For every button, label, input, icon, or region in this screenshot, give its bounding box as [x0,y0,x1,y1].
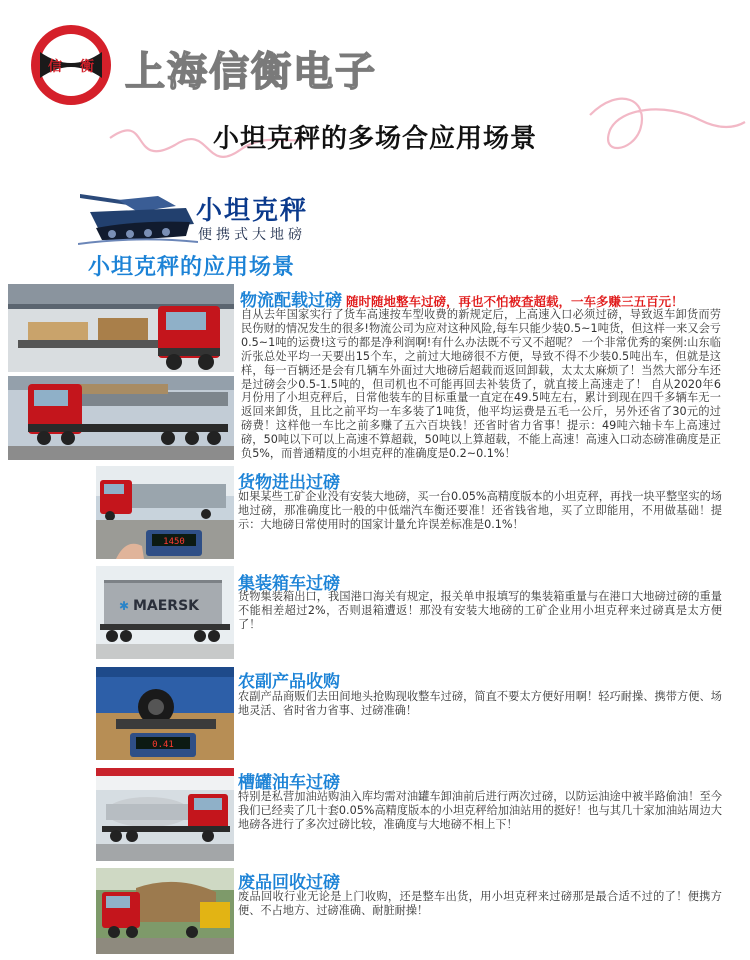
scene-photo-container [96,566,234,659]
svg-text:✱: ✱ [118,599,130,613]
scene-photo-goods [96,466,234,559]
scene-title-goods: 货物进出过磅 [238,473,340,493]
container-brand-text: MAERSK [132,598,200,614]
scale-display-reading: 1450 [163,537,185,547]
product-subtitle: 便携式大地磅 [198,227,306,243]
scene-title-tanker: 槽罐油车过磅 [238,773,340,793]
scene-text-logistics: 自从去年国家实行了货车高速按车型收费的新规定后，上高速入口必须过磅，导致返车卸货而劳民伤财的情况发生的很多!物流公司为应对这种风险,每车只能少装0.5~1吨货，但这样一来又会亏0.5~1吨的运费!这亏的都是净利润啊!有什么办法既不亏又不超呢？ 一个非常优秀的案例:山东临沂张总处平均一天要出15个车，之前过大地磅很不方便，导致不得不少装0.5吨出车，但就是这样，每一百辆还是会有几辆车外面过大地磅后超载而返回卸载，太太太麻烦了！当然大部分车还是过磅会少0.5-1.5吨的，但司机也不可能再回去补装货了，就直接上高速走了！ 自从2020年6月份用了小坦克秤后，日常他装车的目标重量一直定在49.5吨左右，累计到现在四千多辆车无一返回来卸货，且比之前平均一车多装了1吨货，他平均运费是五毛一公斤，另外还省了30元的过磅费！这样他一车比之前多赚了五六百块钱！还省时省力省事！提示：49吨六轴卡车上高速过磅，50吨以下可以上高速不算超载，50吨以上算超载，不能上高速！高速入口动态磅准确度是正负5%，而普通精度的小坦克秤的准确度是0.2~0.1%！ [241,308,721,461]
product-name: 小坦克秤 [196,196,309,226]
logo-char-2: 衡 [80,59,94,75]
scene-highlight: 随时随地整车过磅，再也不怕被查超载，一车多赚三五百元！ [346,294,684,309]
page-title: 小坦克秤的多场合应用场景 [212,124,537,154]
company-name: 上海信衡电子 [125,49,377,95]
scene-text-tanker: 特别是私营加油站购油入库均需对油罐车卸油前后进行两次过磅，以防运油途中被半路偷油！至今我们已经卖了几十套0.05%高精度版本的小坦克秤给加油站用的挺好！也与其几十家加油站周边大地磅各进行了多次过磅比较，准确度与大地磅不相上下！ [238,790,722,831]
scene-title-agricultural: 农副产品收购 [238,672,340,692]
section-title: 小坦克秤的应用场景 [88,255,296,280]
scene-text-recycling: 废品回收行业无论是上门收购，还是整车出货，用小坦克秤来过磅那是最合适不过的了！便携方便、不占地方、过磅准确、耐脏耐操！ [238,890,722,917]
scene-title-recycling: 废品回收过磅 [238,873,340,893]
tank-icon [78,182,198,248]
scene-photo-agricultural [96,667,234,760]
scene-text-container: 货物集装箱出口，我国港口海关有规定，报关单申报填写的集装箱重量与在港口大地磅过磅的重量不能相差超过2%，否则退箱遭返！那没有安装大地磅的工矿企业用小坦克秤来过磅真是太方便了！ [238,590,722,631]
logo-char-1: 信 [48,59,62,75]
scene-photo-tanker [96,768,234,861]
scene-text-goods: 如果某些工矿企业没有安装大地磅，买一台0.05%高精度版本的小坦克秤，再找一块平整坚实的场地过磅，那准确度比一般的中低端汽车衡还要准！还省钱省地，买了立即能用，不用做基础！提示：大地磅日常使用时的国家计量允许误差标准是0.1%！ [238,490,722,531]
product-banner [78,182,338,252]
scale-display-reading: 0.41 [152,740,174,750]
scene-title-text: 物流配载过磅 [240,291,342,311]
scene-photo-logistics [8,284,234,460]
scene-photo-recycling [96,868,234,954]
scene-text-agricultural: 农副产品商贩们去田间地头抢购现收整车过磅，简直不要太方便好用啊！轻巧耐操、携带方便、场地灵活、省时省力省事、过磅准确！ [238,690,722,717]
scene-title-container: 集装箱车过磅 [238,574,340,594]
